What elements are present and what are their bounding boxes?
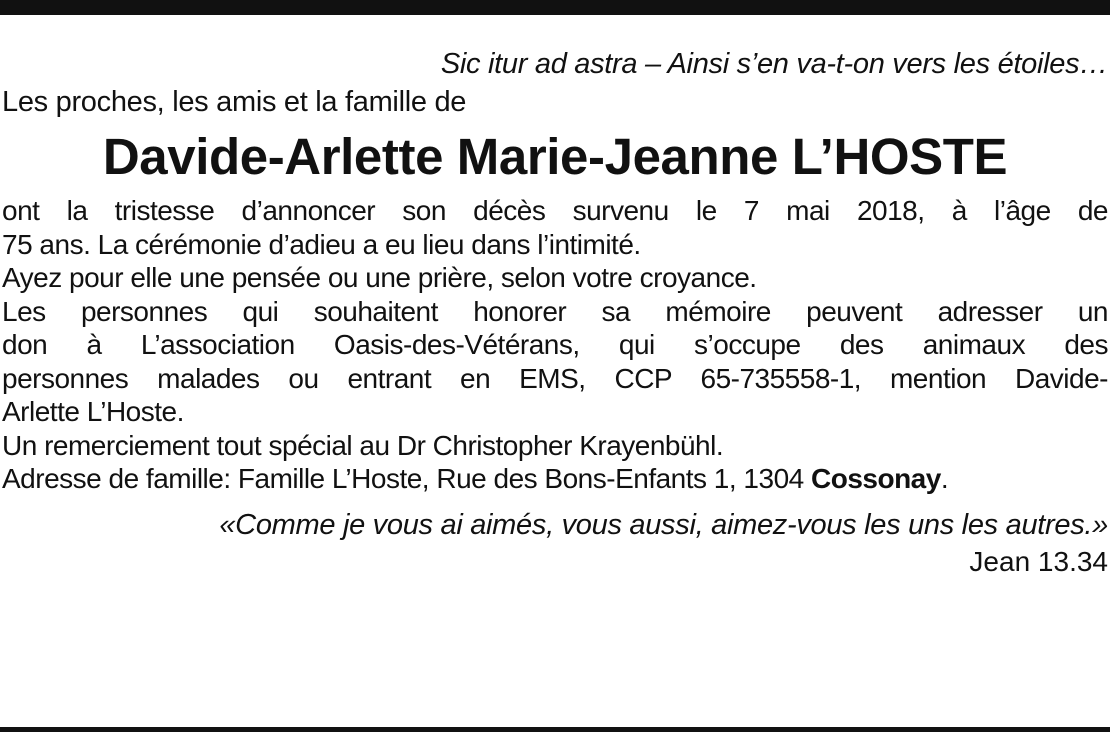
epigraph: Sic itur ad astra – Ainsi s’en va-t-on vers les étoiles… bbox=[440, 48, 1108, 80]
address-text: Adresse de famille: Famille L’Hoste, Rue des Bons-Enfants 1, 1304 bbox=[2, 463, 811, 494]
intro-line: Les proches, les amis et la famille de bbox=[2, 86, 467, 118]
body-line: Les personnes qui souhaitent honorer sa mémoire peuvent adresser un bbox=[2, 295, 1108, 327]
notice-body bbox=[2, 194, 1108, 496]
body-line: Arlette L’Hoste. bbox=[2, 396, 184, 427]
body-line: ont la tristesse d’annoncer son décès survenu le 7 mai 2018, à l’âge de bbox=[2, 195, 1108, 226]
body-line: Un remerciement tout spécial au Dr Christopher Krayenbühl. bbox=[2, 429, 724, 461]
body-line: personnes malades ou entrant en EMS, CCP 65-735558-1, mention Davide- bbox=[2, 362, 1108, 394]
family-address bbox=[2, 462, 1108, 496]
address-end: . bbox=[940, 463, 949, 494]
death-notice bbox=[2, 44, 1108, 580]
deceased-name: Davide-Arlette Marie-Jeanne L’HOSTE bbox=[102, 128, 1008, 185]
quote-reference: Jean 13.34 bbox=[969, 545, 1108, 577]
bottom-border-rule bbox=[0, 727, 1110, 732]
address-city: Cossonay bbox=[811, 463, 941, 494]
body-line: don à L’association Oasis-des-Vétérans, qui s’occupe des animaux des bbox=[2, 329, 1108, 360]
closing-quote: «Comme je vous ai aimés, vous aussi, aimez-vous les uns les autres.» bbox=[219, 508, 1108, 541]
top-border-rule bbox=[0, 0, 1110, 15]
body-line: Ayez pour elle une pensée ou une prière, selon votre croyance. bbox=[2, 262, 757, 293]
body-line: 75 ans. La cérémonie d’adieu a eu lieu dans l’intimité. bbox=[2, 228, 641, 260]
